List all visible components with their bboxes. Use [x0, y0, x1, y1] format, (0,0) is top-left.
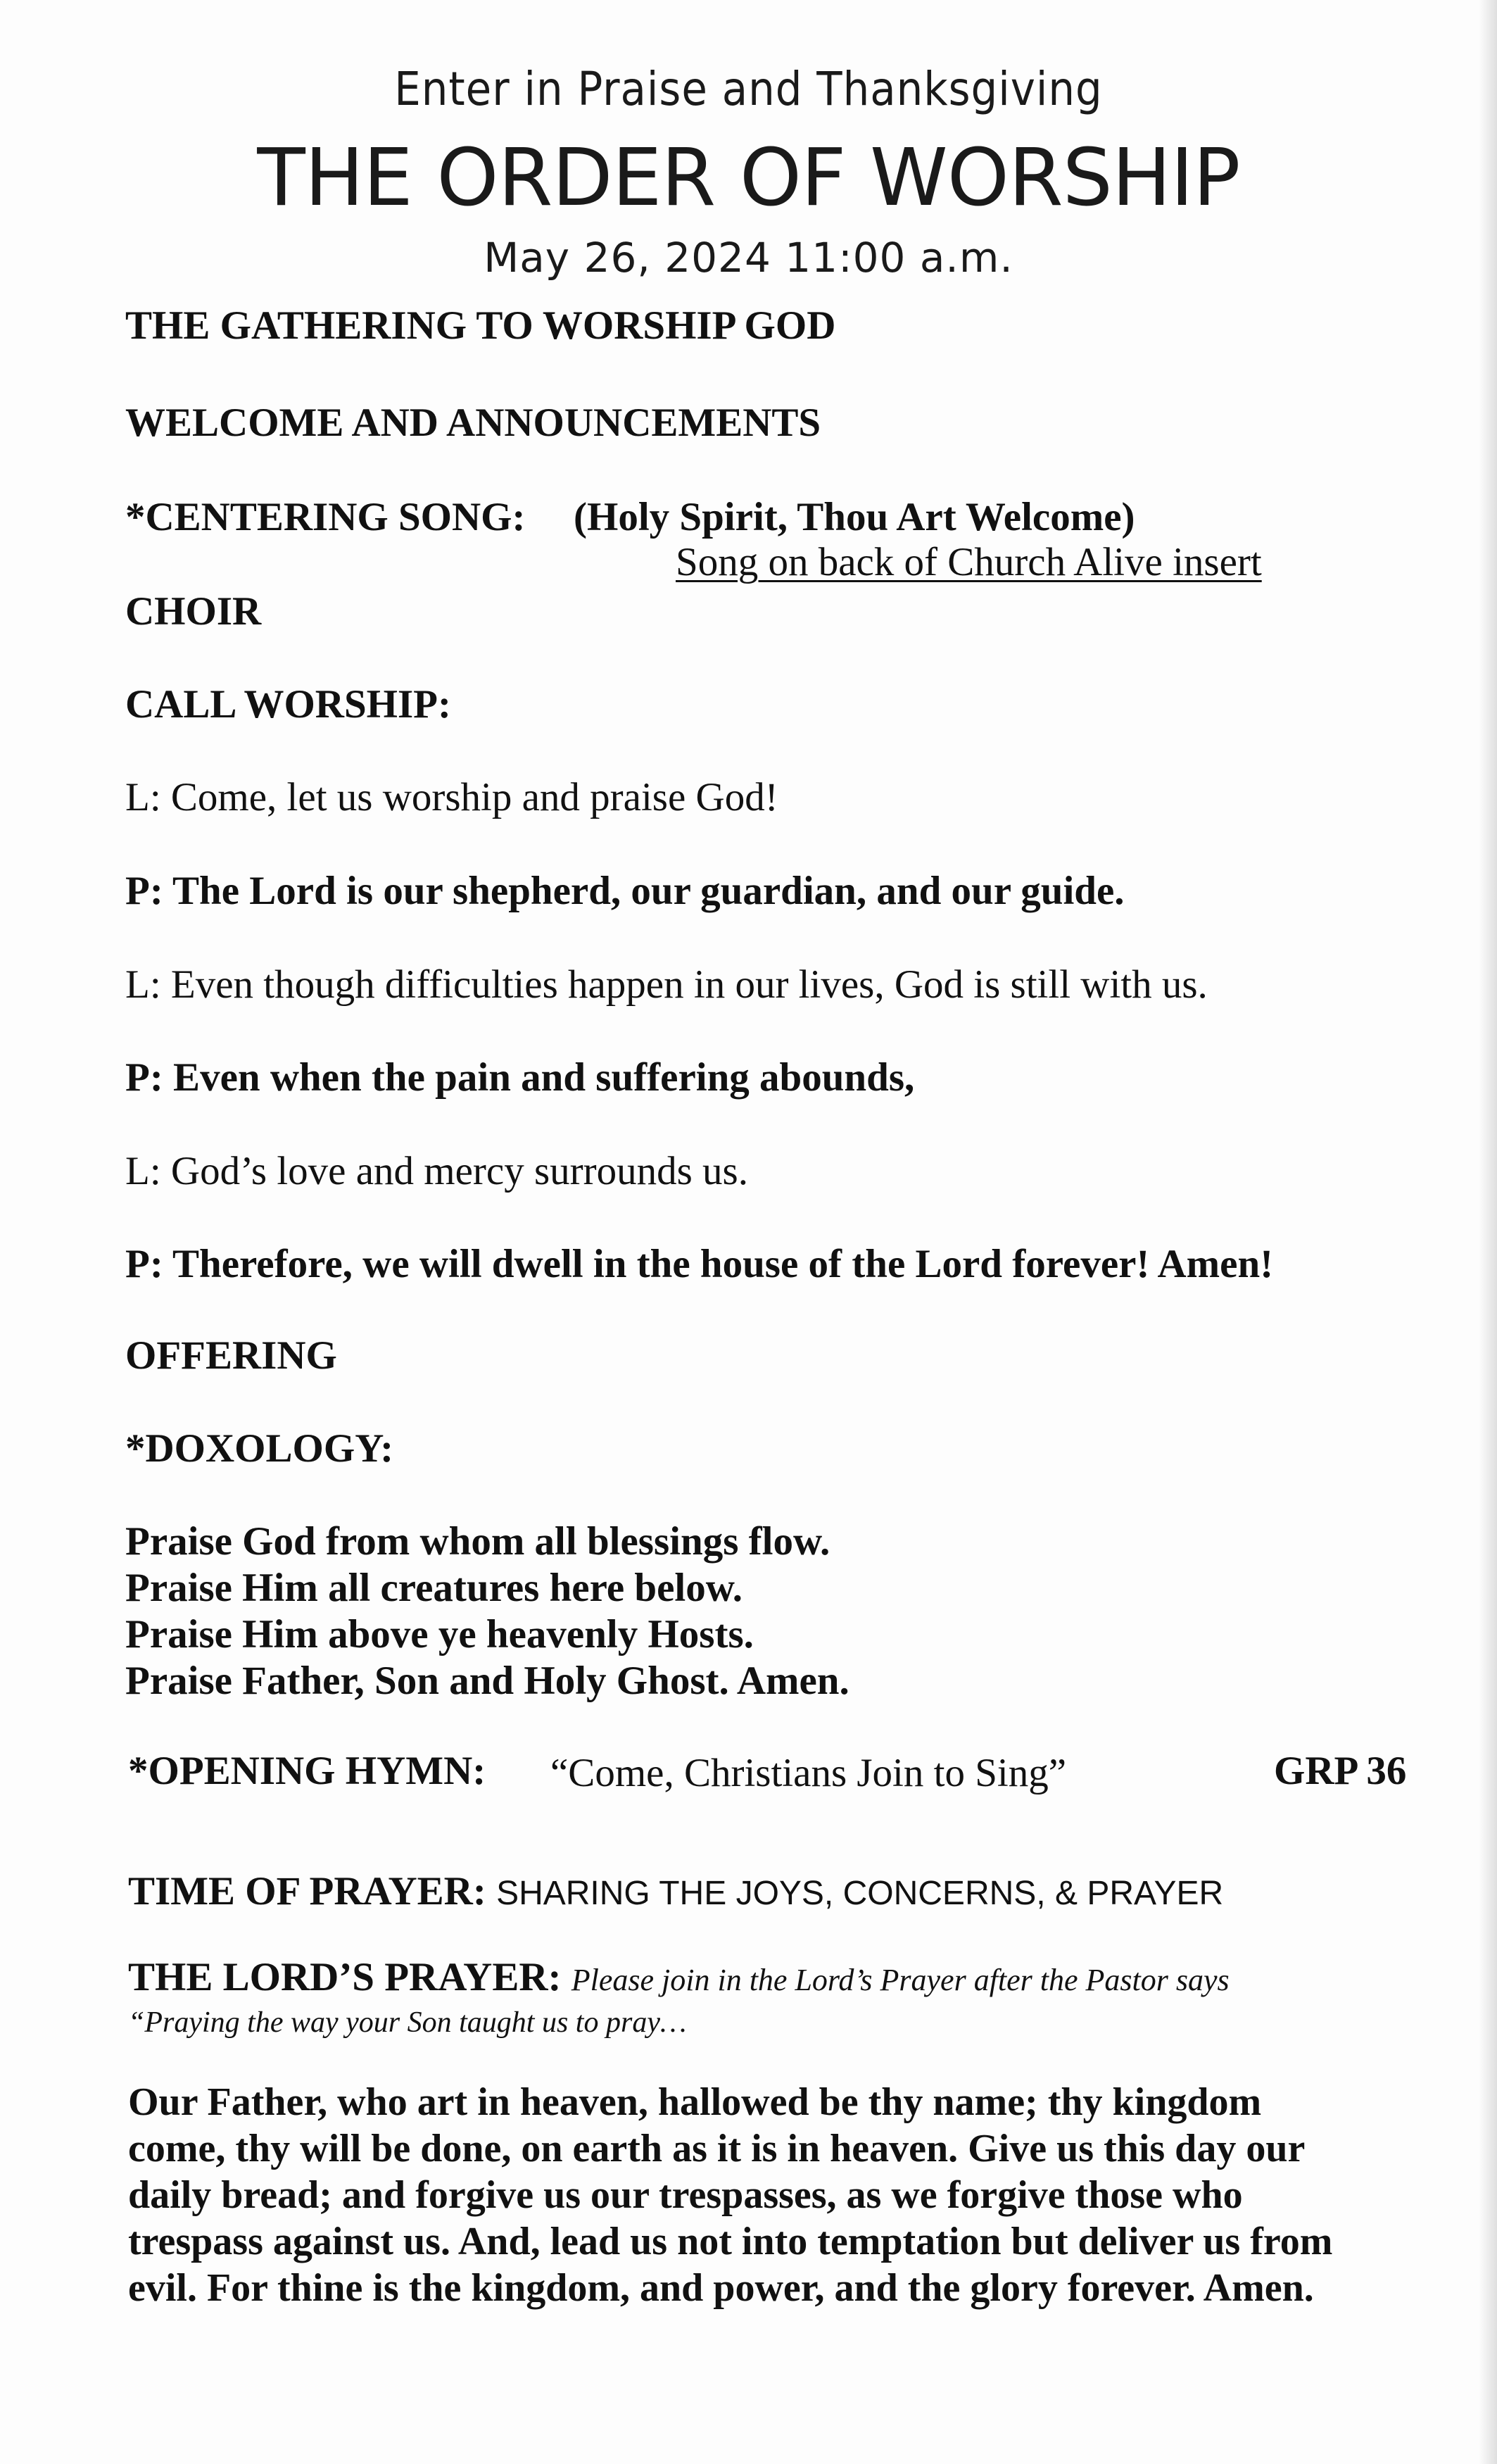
reading-line-leader: L: God’s love and mercy surrounds us.	[125, 1149, 748, 1193]
section-choir: CHOIR	[125, 589, 262, 634]
centering-song-row	[125, 494, 526, 541]
doxology-line: Praise God from whom all blessings flow.	[125, 1519, 830, 1564]
lords-prayer-row	[128, 1954, 1230, 2004]
opening-hymn-number: GRP 36	[1274, 1749, 1407, 1793]
time-of-prayer-row	[128, 1868, 1223, 1917]
reading-line-leader: L: Even though difficulties happen in our lives, God is still with us.	[125, 962, 1208, 1007]
reading-line-people: P: The Lord is our shepherd, our guardian, and our guide.	[125, 869, 1125, 913]
prayer-text-line: evil. For thine is the kingdom, and power, and the glory forever. Amen.	[128, 2266, 1314, 2310]
lords-prayer-label: THE LORD’S PRAYER:	[128, 1955, 562, 1999]
reading-line-people: P: Even when the pain and suffering abounds,	[125, 1055, 915, 1100]
section-doxology: *DOXOLOGY:	[125, 1426, 394, 1471]
lords-prayer-note: Please join in the Lord’s Prayer after the Pastor says	[571, 1963, 1230, 1997]
centering-song-label: *CENTERING SONG:	[125, 495, 526, 539]
section-call-worship: CALL WORSHIP:	[125, 682, 451, 727]
prayer-text-line: Our Father, who art in heaven, hallowed be thy name; thy kingdom	[128, 2080, 1262, 2124]
opening-hymn-title: “Come, Christians Join to Sing”	[550, 1751, 1067, 1795]
section-gathering: THE GATHERING TO WORSHIP GOD	[125, 303, 836, 348]
centering-song-title: (Holy Spirit, Thou Art Welcome)	[574, 495, 1135, 539]
page-edge-shadow	[1479, 0, 1497, 2464]
header-subtitle: Enter in Praise and Thanksgiving	[394, 62, 1103, 116]
doxology-line: Praise Father, Son and Holy Ghost. Amen.	[125, 1659, 849, 1703]
service-date: May 26, 2024 11:00 a.m.	[484, 234, 1013, 282]
opening-hymn-label: *OPENING HYMN:	[128, 1749, 486, 1793]
reading-line-leader: L: Come, let us worship and praise God!	[125, 775, 778, 819]
doxology-line: Praise Him above ye heavenly Hosts.	[125, 1612, 754, 1657]
section-offering: OFFERING	[125, 1333, 337, 1378]
time-of-prayer-text: SHARING THE JOYS, CONCERNS, & PRAYER	[496, 1875, 1224, 1912]
page-title: THE ORDER OF WORSHIP	[257, 132, 1240, 224]
prayer-text-line: daily bread; and forgive us our trespasses, as we forgive those who	[128, 2173, 1243, 2217]
centering-song-note: Song on back of Church Alive insert	[676, 540, 1262, 584]
prayer-text-line: trespass against us. And, lead us not into temptation but deliver us from	[128, 2220, 1333, 2263]
reading-line-people: P: Therefore, we will dwell in the house of the Lord forever! Amen!	[125, 1242, 1274, 1286]
lords-prayer-note-continued: “Praying the way your Son taught us to pray…	[128, 2006, 687, 2039]
doxology-line: Praise Him all creatures here below.	[125, 1566, 743, 1610]
section-welcome: WELCOME AND ANNOUNCEMENTS	[125, 401, 821, 445]
prayer-text-line: come, thy will be done, on earth as it is in heaven. Give us this day our	[128, 2127, 1306, 2170]
time-of-prayer-label: TIME OF PRAYER:	[128, 1869, 486, 1913]
